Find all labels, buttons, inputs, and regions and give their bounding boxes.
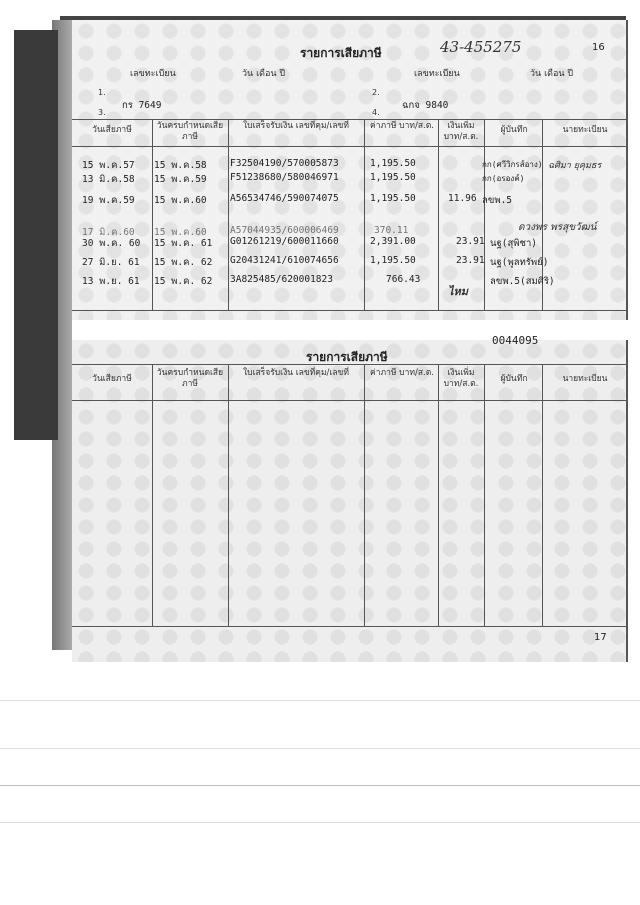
official-signature: ดวงพร พรสุขวัฒน์ (518, 222, 597, 233)
header-surcharge: เงินเพิ่ม บาท/ส.ต. (443, 368, 479, 389)
header-due-date: วันครบกำหนดเสียภาษี (156, 368, 224, 389)
reg-label-1: เลขทะเบียน (130, 69, 176, 79)
scan-dark-margin (14, 30, 58, 440)
plate-number: กร 7649 (122, 100, 162, 111)
header-registrar: นายทะเบียน (562, 374, 608, 384)
page-number: 16 (592, 42, 605, 53)
header-recorder: ผู้บันทึก (500, 125, 528, 135)
header-tax: ค่าภาษี บาท/ส.ต. (370, 121, 434, 131)
header-surcharge: เงินเพิ่ม บาท/ส.ต. (443, 121, 479, 142)
header-due-date: วันครบกำหนดเสียภาษี (156, 121, 224, 142)
tax-record-page-lower (72, 334, 628, 662)
header-recorder: ผู้บันทึก (500, 374, 528, 384)
entry-num: 3. (98, 108, 106, 117)
handwritten-number: 43-455275 (440, 38, 522, 56)
registrar-signature: ฉศิมา ยุคุมธร (548, 161, 602, 171)
header-receipt: ใบเสร็จรับเงิน เลขที่คุม/เลขที่ (243, 121, 349, 131)
entry-num: 2. (372, 88, 380, 97)
plate-number: ฉกจ 9840 (402, 100, 449, 111)
header-tax: ค่าภาษี บาท/ส.ต. (370, 368, 434, 378)
page-number: 17 (594, 632, 607, 643)
header-paid-date: วันเสียภาษี (92, 374, 132, 384)
serial-number: 0044095 (492, 334, 539, 347)
reg-label-2: เลขทะเบียน (414, 69, 460, 79)
handwritten-initials: ไหม (448, 285, 469, 298)
page-title: รายการเสียภาษี (300, 46, 382, 60)
header-registrar: นายทะเบียน (562, 125, 608, 135)
entry-num: 1. (98, 88, 106, 97)
date-label-1: วัน เดือน ปี (242, 69, 286, 79)
entry-num: 4. (372, 108, 380, 117)
tax-record-page-upper: รายการเสียภาษี 43-455275 16 เลขทะเบียน วัน เดือน ปี เลขทะเบียน วัน เดือน ปี 1. 2. 3. กร 7649 4. ฉกจ 9840 วันเสียภาษี วันครบกำหนดเสียภาษี ใบเสร็จรับเงิน เลขที่คุม/เลขที่ ค่าภาษี บาท/ส.ต. เงินเพิ่ม บาท/ส.ต. ผู้บันทึก นายทะเบียน 15 พ.ค.57 15 พ.ค.58 F32504190/570005873 1,195.50 กก(ศวีวิกรส์อาง) 13 มิ.ค.58 15 พ.ค.59 F51238680/580046971 1,195.50 กก(อรองค์) 19 พ.ค.59 15 พ.ค.60 A56534746/590074075 1,195.50 11.96 ลขพ.5 17 มิ.ค.60 15 พ.ค.60 A57044935/600006469 370.11 30 พ.ค. 60 15 พ.ค. 61 G01261219/600011660 2,391.00 23.91 นฐ(สุพิชา) 27 มิ.ย. 61 15 พ.ค. 62 G20431241/610074656 1,195.50 23.91 นฐ(พูลทรัพย์) 13 พ.ย. 61 15 พ.ค. 62 3A825485/620001823 766.43 ลขพ.5(สมศิริ) ฉศิมา ยุคุมธร ดวงพร พรสุขวัฒน์ ไหม (72, 20, 628, 320)
page-title: รายการเสียภาษี (306, 350, 388, 364)
date-label-2: วัน เดือน ปี (530, 69, 574, 79)
header-paid-date: วันเสียภาษี (92, 125, 132, 135)
header-receipt: ใบเสร็จรับเงิน เลขที่คุม/เลขที่ (243, 368, 349, 378)
